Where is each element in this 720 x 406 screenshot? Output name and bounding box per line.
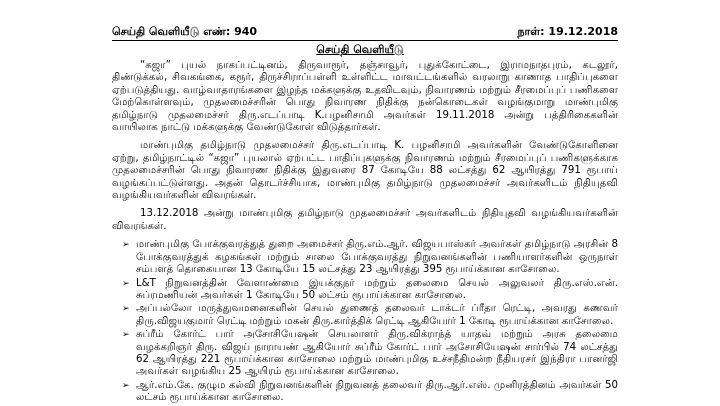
donor-item: ➢ சுப்ரீம் கோர்ட் பார் அசோசியேஷன் செயலாளர் திரு.விக்ராந்த் யாதவ் மற்றும் அரசு தலைமை வழக்கறிஞர் திரு. விஜய் நாராயண் ஆகியோர் சுப்ரீம் கோர்ட் பார் அசோசியேஷன் சார்பில் 74 லட்சத்து 62 ஆயிரத்து 221 ரூபாய்க்கான காசோலை மற்றும் மாண்புமிகு உச்சநீதிமன்ற நீதியரசர் இந்திரா பானர்ஜி அவர்கள் வழங்கிய 25 ஆயிரம் ரூபாய்க்கான காசோலை. <box>136 329 618 379</box>
donor-item: ➢ அப்பல்லோ மருத்துவமனைகளின் செயல் துணைத் தலைவர் டாக்டர் ப்ரீதா ரெட்டி, அவரது கணவர் திரு.விஜயகுமார் ரெட்டி மற்றும் மகன் திரு.கார்த்திக் ரெட்டி ஆகியோர் 1 கோடி ரூபாய்க்கான காசோலை. <box>136 303 618 328</box>
paragraph-donors-heading: 13.12.2018 அன்று மாண்புமிகு தமிழ்நாடு முதலமைச்சர் அவர்களிடம் நிதியுதவி வழங்கியவர்களின் விவரங்கள். <box>112 208 618 232</box>
release-date: நாள்: 19.12.2018 <box>517 25 618 38</box>
release-number: செய்தி வெளியீடு எண்: 940 <box>112 25 258 38</box>
header-divider <box>112 40 618 41</box>
paragraph-total: மாண்புமிகு தமிழ்நாடு முதலமைச்சர் திரு.எடப்பாடி K. பழனிசாமி அவர்களின் வேண்டுகோளினை ஏற்று, தமிழ்நாட்டில் “கஜா” புயலால் ஏற்பட்ட பாதிப்புகளுக்கு நிவாரணம் மற்றும் சீரமைப்புப் பணிகளுக்காக முதலமைச்சரின் பொது நிவாரண நிதிக்கு இதுவரை 87 கோடியே 88 லட்சத்து 62 ஆயிரத்து 791 ரூபாய் வழங்கப்பட்டுள்ளது. அதன் தொடர்ச்சியாக, மாண்புமிகு தமிழ்நாடு முதலமைச்சர் அவர்களிடம் நிதியுதவி வழங்கியவர்களின் விவரங்கள். <box>112 140 618 202</box>
donor-item: ➢ ஆர்.எம்.கே. குழும கல்வி நிறுவனங்களின் நிறுவனத் தலைவர் திரு.ஆர்.எஸ். முனிரத்தினம் அவர்கள் 50 லட்சம் ரூபாய்க்கான காசோலை. <box>136 380 618 405</box>
donor-item: ➢ மாண்புமிகு போக்குவரத்துத் துறை அமைச்சர் திரு.எம்.ஆர். விஜயபாஸ்கர் அவர்கள் தமிழ்நாடு அரசின் 8 போக்குவரத்துக் கழகங்கள் மற்றும் சாலை போக்குவரத்து நிறுவனங்களின் பணியாளர்களின் ஒருநாள் சம்பளத் தொகையான 13 கோடியே 15 லட்சத்து 23 ஆயிரத்து 395 ரூபாய்க்கான காசோலை. <box>136 239 618 276</box>
paragraph-intro: “கஜா” புயல் நாகப்பட்டினம், திருவாரூர், தஞ்சாவூர், புதுக்கோட்டை, இராமநாதபுரம், கடலூர், திண்டுக்கல், சிவகங்கை, கரூர், திருச்சிராப்பள்ளி உள்ளிட்ட மாவட்டங்களில் வரலாறு காணாத பாதிப்புகளை ஏற்படுத்தியது. வாழ்வாதாரங்களை இழந்த மக்களுக்கு உதவிடவும், நிவாரணம் மற்றும் சீரமைப்புப் பணிகளை மேற்கொள்ளவும், முதலமைச்சரின் பொது நிவாரண நிதிக்கு நன்கொடைகள் வழங்குமாறு மாண்புமிகு தமிழ்நாடு முதலமைச்சர் திரு.எடப்பாடி K.பழனிசாமி அவர்கள் 19.11.2018 அன்று பத்திரிகைகளின் வாயிலாக நாட்டு மக்களுக்கு வேண்டுகோள் விடுத்தார்கள். <box>112 60 618 134</box>
donor-list <box>112 239 618 404</box>
donor-item: ➢ L&T நிறுவனத்தின் வேளாண்மை இயக்குநர் மற்றும் தலைமை செயல் அலுவலர் திரு.எஸ்.என். சுப்ரமணியன் அவர்கள் 1 கோடியே 50 லட்சம் ரூபாய்க்கான காசோலை. <box>136 278 618 303</box>
document-body <box>112 60 618 406</box>
document-title: செய்தி வெளியீடு <box>316 43 404 56</box>
